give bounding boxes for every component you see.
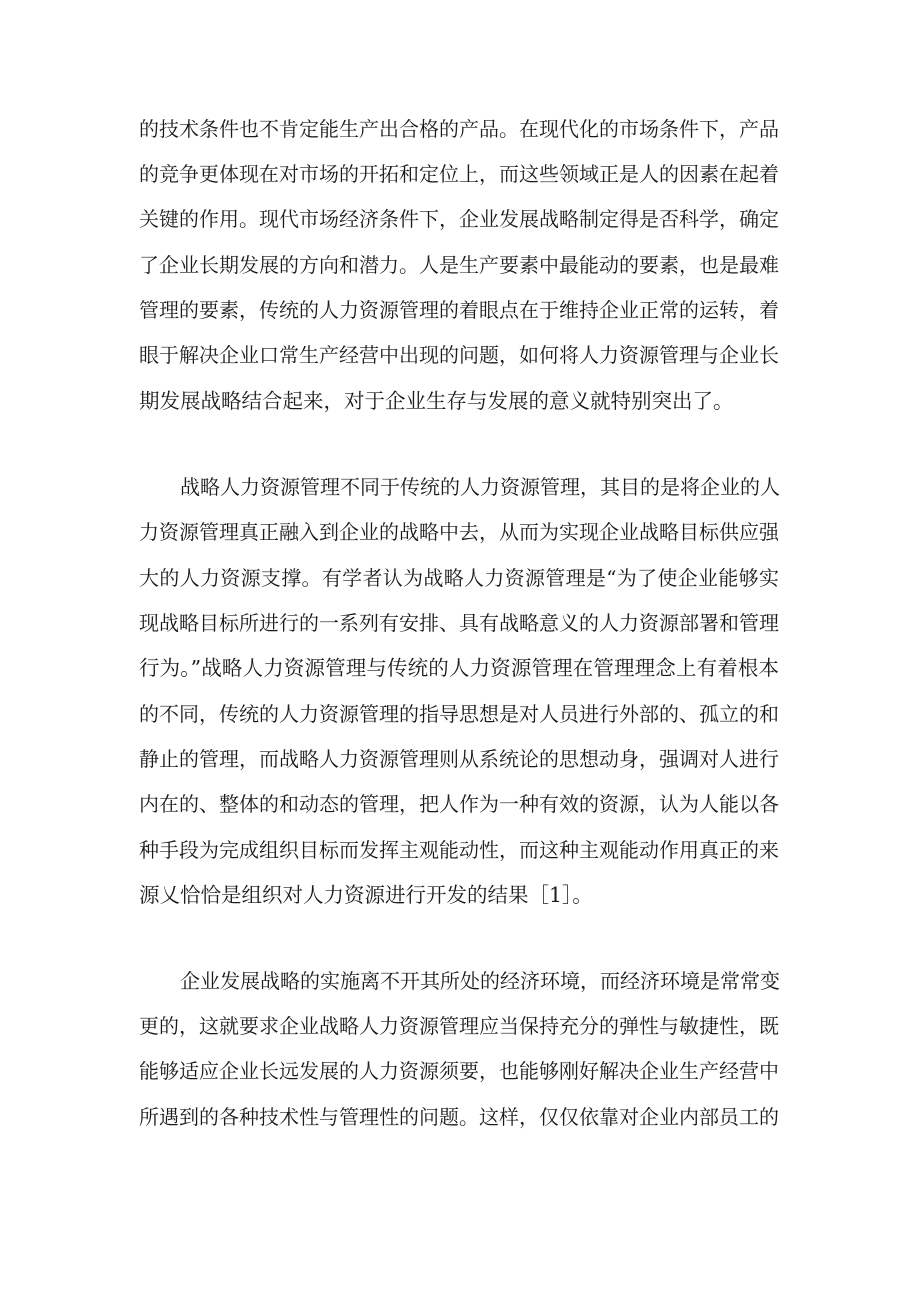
paragraph-2-line-2: 力资源管理真正融入到企业的战略中去，从而为实现企业战略目标供应强 — [139, 520, 779, 544]
paragraph-2-line-10: 源乂恰恰是组织对人力资源进行开发的结果［1］。 — [139, 883, 593, 907]
paragraph-2-line-5: 行为。”战略人力资源管理与传统的人力资源管理在管理理念上有着根本 — [139, 656, 779, 680]
paragraph-1-line-3: 关键的作用。现代市场经济条件下，企业发展战略制定得是否科学，确定 — [139, 207, 779, 231]
paragraph-1-line-4: 了企业长期发展的方向和潜力。人是生产要素中最能动的要素，也是最难 — [139, 253, 779, 277]
paragraph-2-line-6: 的不同，传统的人力资源管理的指导思想是对人员进行外部的、孤立的和 — [139, 702, 779, 726]
paragraph-2-line-4: 现战略目标所进行的一系列有安排、具有战略意义的人力资源部署和管理 — [139, 611, 779, 635]
paragraph-1-line-7: 期发展战略结合起来，对于企业生存与发展的意义就特别突出了。 — [139, 389, 734, 413]
paragraph-3-line-4: 所遇到的各种技术性与管理性的问题。这样，仅仅依靠对企业内部员工的 — [139, 1105, 779, 1129]
paragraph-2-line-8: 内在的、整体的和动态的管理，把人作为一种有效的资源，认为人能以各 — [139, 792, 779, 816]
paragraph-1-line-2: 的竞争更体现在对市场的开拓和定位上，而这些领域正是人的因素在起着 — [139, 162, 779, 186]
paragraph-1-line-1: 的技术条件也不肯定能生产出合格的产品。在现代化的市场条件下，产品 — [139, 117, 779, 141]
paragraph-2-line-9: 种手段为完成组织目标而发挥主观能动性，而这种主观能动作用真正的来 — [139, 838, 779, 862]
paragraph-2-line-7: 静止的管理，而战略人力资源管理则从系统论的思想动身，强调对人进行 — [139, 747, 779, 771]
paragraph-2-line-3: 大的人力资源支撑。有学者认为战略人力资源管理是“为了使企业能够实 — [139, 566, 779, 590]
paragraph-3-line-3: 能够适应企业长远发展的人力资源须要，也能够刚好解决企业生产经营中 — [139, 1059, 779, 1083]
paragraph-1-line-6: 眼于解决企业口常生产经营中出现的问题，如何将人力资源管理与企业长 — [139, 343, 779, 367]
paragraph-2-line-1: 战略人力资源管理不同于传统的人力资源管理，其目的是将企业的人 — [180, 475, 780, 499]
paragraph-1-line-5: 管理的要素，传统的人力资源管理的着眼点在于维持企业正常的运转，着 — [139, 298, 779, 322]
paragraph-3-line-1: 企业发展战略的实施离不开其所处的经济环境，而经济环境是常常变 — [180, 969, 780, 993]
paragraph-3-line-2: 更的，这就要求企业战略人力资源管理应当保持充分的弹性与敏捷性，既 — [139, 1014, 779, 1038]
